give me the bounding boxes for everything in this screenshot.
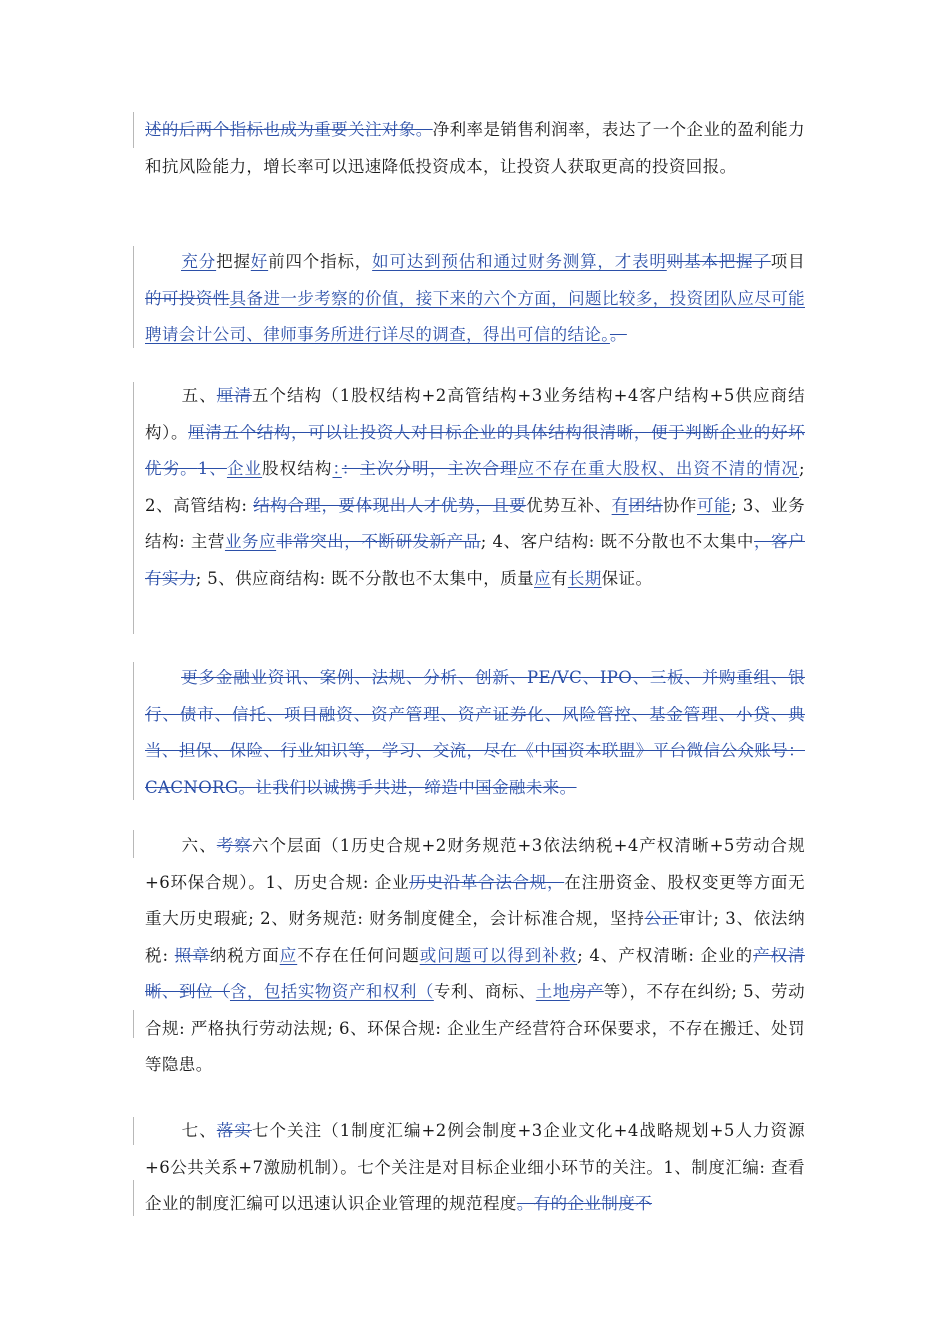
deleted-text: 照章 [174,945,210,965]
inserted-text: 充分 [181,252,217,271]
deleted-text: 更多金融业资讯、案例、法规、分析、创新、PE/VC、IPO、三板、并购重组、银行、债市、信托、项目融资、资产管理、资产证券化、风险管控、基金管理、小贷、典当、担保、保险、行业知识等，学习、交流，尽在《中国资本联盟》平台微信公众账号：CACNORG。让我们以诚携手共进，缔造中国金融未来。 [145,668,805,797]
body-text: 保证。 [601,568,653,588]
body-text: 纳税方面 [209,945,280,965]
paragraph-6-layers [145,828,805,1084]
inserted-text: 企业 [226,459,263,478]
revision-bar [133,1117,134,1145]
inserted-text: 可能 [696,495,732,515]
body-text: ; 5、供应商结构: 既不分散也不太集中，质量 [195,568,535,588]
body-text: ; 4、客户结构: 既不分散也不太集中 [480,532,754,551]
deleted-text: 1、 [197,459,227,478]
body-text: 把握 [216,252,251,271]
inserted-text: 长期 [567,568,602,588]
inserted-text: 土地 [535,982,570,1001]
inserted-text: 业务应 [224,532,277,551]
inserted-text: 含，包括实物资产和权利（ [229,982,434,1001]
body-text: 七个关注（1制度汇编+2例会制度+3企业文化+4战略规划+5人力资源+6公共关系+7激励机制）。七个关注是对目标企业细小环节的关注。1、制度汇编: 查看企业的制度汇编可以迅速认识企业管理的规范程度 [145,1121,805,1213]
deleted-text: 结构合理，要体现出人才优势，且要 [253,495,527,515]
inserted-text: 应不存在重大股权、出资不清的情况 [517,459,800,478]
inserted-text: 应 [534,568,551,588]
body-text: 在注册资金、股权变更等方面无重大历史瑕疵; 2、财务规范: 财务制度健全，会计标准合规，坚持 [145,872,805,928]
body-text: 有 [550,568,568,588]
paragraph-5-structures [145,378,805,597]
inserted-text: 应 [279,945,298,965]
body-text: 股权结构 [262,459,333,478]
deleted-text: 厘清 [216,386,252,405]
body-text: ; 4、产权清晰: 企业的 [577,945,754,965]
body-text: 项目 [770,252,805,271]
body-text: 六、 [181,836,217,855]
revision-bar [133,1180,134,1216]
body-text: 七、 [181,1121,217,1140]
body-text: 优势互补、 [526,495,612,515]
paragraph-promo [145,660,805,806]
deleted-text: 房产 [569,982,604,1001]
paragraph-7-concerns [145,1113,805,1223]
deleted-text: 述的后两个指标也成为重要关注对象。 [145,120,433,139]
paragraph-1 [145,112,805,185]
deleted-text: 。有的企业制度不 [516,1194,653,1213]
deleted-text: 厘清五个结构，可以让投资人对目标企业的具体结构很清晰，便于判断企业的好坏优劣。 [145,422,805,478]
deleted-text: ，客户有实力 [145,532,805,588]
deleted-text: 产权清晰、到位（ [145,945,805,1001]
deleted-text: 非常突出，不断研发新产品 [276,532,481,551]
revision-bar [133,382,134,634]
body-text: ; 2、高管结构: [145,459,805,515]
deleted-text: 公正 [644,909,679,928]
deleted-text: 。 [609,325,627,344]
body-text: 不存在任何问题 [297,945,420,965]
inserted-text: 如可达到预估和通过财务测算，才表明 [372,252,667,271]
deleted-text: 历史沿革合法合规， [409,872,565,892]
deleted-text: 考察 [216,836,252,855]
body-text: 审计; 3、依法纳税: [145,909,806,965]
body-text: 协作 [662,495,697,515]
body-text: 前四个指标， [268,252,373,271]
inserted-text: 有 [611,495,629,515]
body-text: 净利率是销售利润率，表达了一个企业的盈利能力和抗风险能力，增长率可以迅速降低投资成本，让投资人获取更高的投资回报。 [145,120,805,176]
deleted-text: 则基本把握了 [666,252,771,271]
deleted-text: 落实 [216,1121,252,1140]
body-text: 五个结构（1股权结构+2高管结构+3业务结构+4客户结构+5供应商结构）。 [145,386,805,442]
inserted-text: 具备进一步考察的价值，接下来的六个方面，问题比较多，投资团队应尽可能聘请会计公司、律师事务所进行详尽的调查，得出可信的结论。 [145,288,805,344]
revision-bar [133,830,134,858]
revision-bar [133,1010,134,1038]
body-text: 等），不存在纠纷; 5、劳动合规: 严格执行劳动法规; 6、环保合规: 企业生产经营符合环保要求，不存在搬迁、处罚等隐患。 [145,982,805,1074]
deleted-text: 团结 [628,495,663,515]
revision-bar [133,662,134,800]
body-text: ; 3、业务结构: 主营 [145,495,805,551]
revision-bar [133,112,134,148]
revision-bar [133,246,134,348]
inserted-text: 或问题可以得到补救 [419,945,578,965]
inserted-text: ： [332,459,342,478]
body-text: 专利、商标、 [433,982,536,1001]
deleted-text: ：主次分明，主次合理 [341,459,518,478]
body-text: 六个层面（1历史合规+2财务规范+3依法纳税+4产权清晰+5劳动合规+6环保合规）。1、历史合规: 企业 [145,836,805,892]
body-text: 五、 [181,386,217,405]
deleted-text: 的可投资性 [145,288,230,308]
inserted-text: 好 [250,252,269,271]
paragraph-2 [145,244,805,354]
